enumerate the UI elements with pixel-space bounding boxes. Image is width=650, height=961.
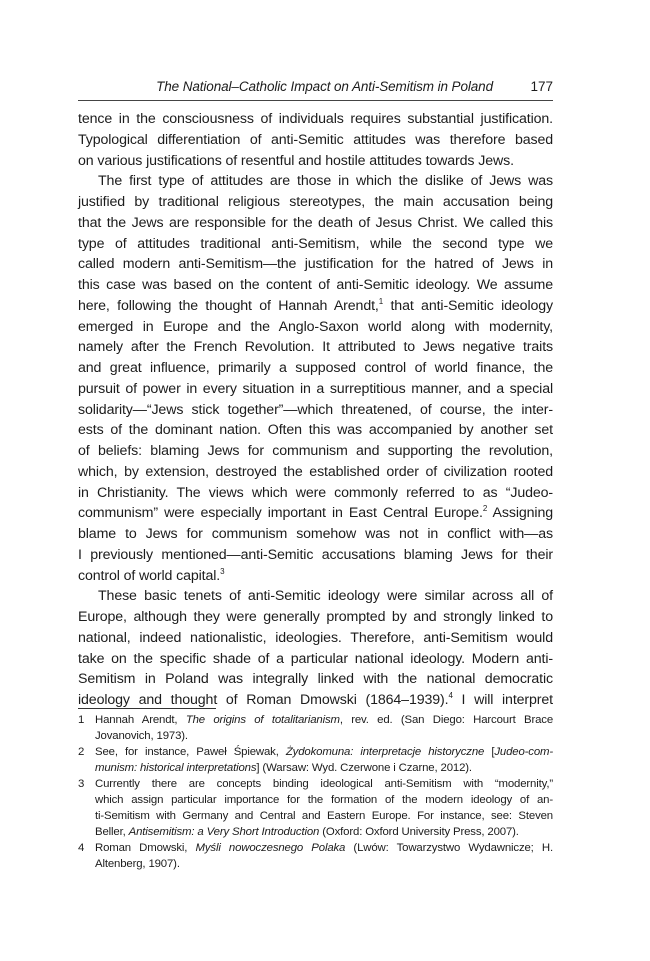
footnote-line: Jovanovich, 1973). <box>95 730 188 742</box>
text-line: namely after the French Revolution. It attributed to Jews negative traits <box>78 339 553 356</box>
text-line: of beliefs: blaming Jews for communism and supporting the revolution, <box>78 443 553 459</box>
text-line: Typological differentiation of anti-Semitic attitudes was therefore based <box>78 131 553 148</box>
book-title: The origins of totalitarianism <box>185 714 340 726</box>
text-line: type of attitudes traditional anti-Semitism, while the second type we <box>78 235 553 252</box>
text-line <box>78 503 553 524</box>
page-number: 177 <box>530 79 553 94</box>
footnote-1 <box>78 712 553 744</box>
text-fragment: Beller, <box>95 826 129 838</box>
footnote-number: 1 <box>78 714 85 726</box>
footnote-line <box>95 744 553 760</box>
text-fragment: I will interpret <box>461 692 553 708</box>
text-line: I previously mentioned—anti-Semitic accusations blaming Jews for their <box>78 546 553 563</box>
text-fragment: ] (Warsaw: Wyd. Czerwone i Czarne, 2012). <box>256 762 472 774</box>
text-fragment: (Oxford: Oxford University Press, 2007). <box>319 826 519 838</box>
footnote-2 <box>78 744 553 776</box>
footnote-line <box>95 760 553 776</box>
text-fragment: (Lwów: Towarzystwo Wydawnicze; H. <box>345 842 553 854</box>
text-line: that the Jews are responsible for the death of Jesus Christ. We called this <box>78 214 553 231</box>
running-header <box>78 74 553 101</box>
footnote-line <box>95 824 553 840</box>
text-line: pursuit of power in every situation in a surreptitious manner, and a special <box>78 380 553 397</box>
text-line: called modern anti-Semitism—the justification for the hatred of Jews in <box>78 256 553 273</box>
text-fragment: Hannah Arendt, <box>95 714 186 726</box>
text-fragment: Assigning <box>487 505 553 522</box>
text-fragment: , rev. ed. (San Diego: Harcourt Brace <box>339 714 554 726</box>
text-line: tence in the consciousness of individuals requires substantial justification. <box>78 111 553 127</box>
title-translation: munism: historical interpretations <box>95 762 257 774</box>
footnote-number: 4 <box>78 842 85 854</box>
footnote-line <box>95 712 553 728</box>
text-fragment: ideology and thought of Roman Dmowski (1864–1939). <box>78 692 449 708</box>
text-line: Semitism in Poland was integrally linked with the national democratic <box>78 671 553 688</box>
text-line: blame to Jews for communism somehow was not in conflict with—as <box>78 526 553 542</box>
text-fragment: that anti-Semitic ideology <box>383 297 554 314</box>
text-line <box>78 296 553 317</box>
text-line: on various justifications of resentful and hostile attitudes towards Jews. <box>78 152 514 169</box>
footnote-ref-4[interactable]: 4 <box>448 691 453 700</box>
text-line: These basic tenets of anti-Semitic ideology were similar across all of <box>98 588 553 605</box>
text-fragment: control of world capital. <box>78 567 221 584</box>
text-line <box>78 566 553 587</box>
text-line: justified by traditional religious stereotypes, the main accusation being <box>78 194 553 210</box>
text-line: ests of the dominant nation. Often this was accompanied by another set <box>78 422 553 439</box>
footnotes <box>78 712 553 872</box>
footnote-line: ti-Semitism with Germany and Central and Eastern Europe. For instance, see: Steven <box>95 810 553 822</box>
text-fragment: Roman Dmowski, <box>95 842 196 854</box>
footnote-line: which assign particular importance for the formation of the modern ideology of an- <box>95 794 553 806</box>
footnote-divider <box>78 708 216 709</box>
text-fragment: [ <box>484 746 495 758</box>
footnote-ref-2[interactable]: 2 <box>482 504 488 514</box>
book-title: Żydokomuna: interpretacje historyczne <box>285 746 485 758</box>
text-line: The first type of attitudes are those in which the dislike of Jews was <box>98 173 553 190</box>
footnote-line: Altenberg, 1907). <box>95 858 180 870</box>
text-line: this case was based on the content of anti-Semitic ideology. We assume <box>78 277 553 293</box>
text-fragment: here, following the thought of Hannah Arendt, <box>78 297 379 314</box>
text-line: and great influence, primarily a supposed control of world finance, the <box>78 360 553 376</box>
text-line: solidarity—“Jews stick together”—which threatened, of course, the inter- <box>78 401 553 418</box>
book-title: Antisemitism: a Very Short Introduction <box>128 826 320 838</box>
text-line: in Christianity. The views which were commonly referred to as “Judeo- <box>78 484 553 501</box>
footnote-line <box>95 840 553 856</box>
text-line: national, indeed nationalistic, ideologies. Therefore, anti-Semitism would <box>78 629 553 646</box>
footnote-number: 2 <box>78 746 85 758</box>
text-line: take on the specific shade of a particular national ideology. Modern anti- <box>78 650 553 667</box>
text-fragment: See, for instance, Paweł Śpiewak, <box>95 746 286 758</box>
footnote-ref-3[interactable]: 3 <box>220 566 225 576</box>
text-line: which, by extension, destroyed the established order of civilization rooted <box>78 463 553 480</box>
footnote-line: Currently there are concepts binding ideological anti-Semitism with “modernity,” <box>95 778 553 790</box>
footnote-3 <box>78 776 553 840</box>
text-fragment: communism” were especially important in East Central Europe. <box>78 505 483 522</box>
title-translation: Judeo-com- <box>494 746 553 758</box>
body-text <box>78 109 553 711</box>
text-line: emerged in Europe and the Anglo-Saxon world along with modernity, <box>78 318 553 335</box>
footnote-4 <box>78 840 553 872</box>
footnote-ref-1[interactable]: 1 <box>378 296 384 306</box>
running-title: The National–Catholic Impact on Anti-Semitism in Poland <box>156 79 493 94</box>
book-title: Myśli nowoczesnego Polaka <box>195 842 346 854</box>
footnote-number: 3 <box>78 778 85 790</box>
text-line: Europe, although they were generally prompted by and strongly linked to <box>78 609 553 625</box>
